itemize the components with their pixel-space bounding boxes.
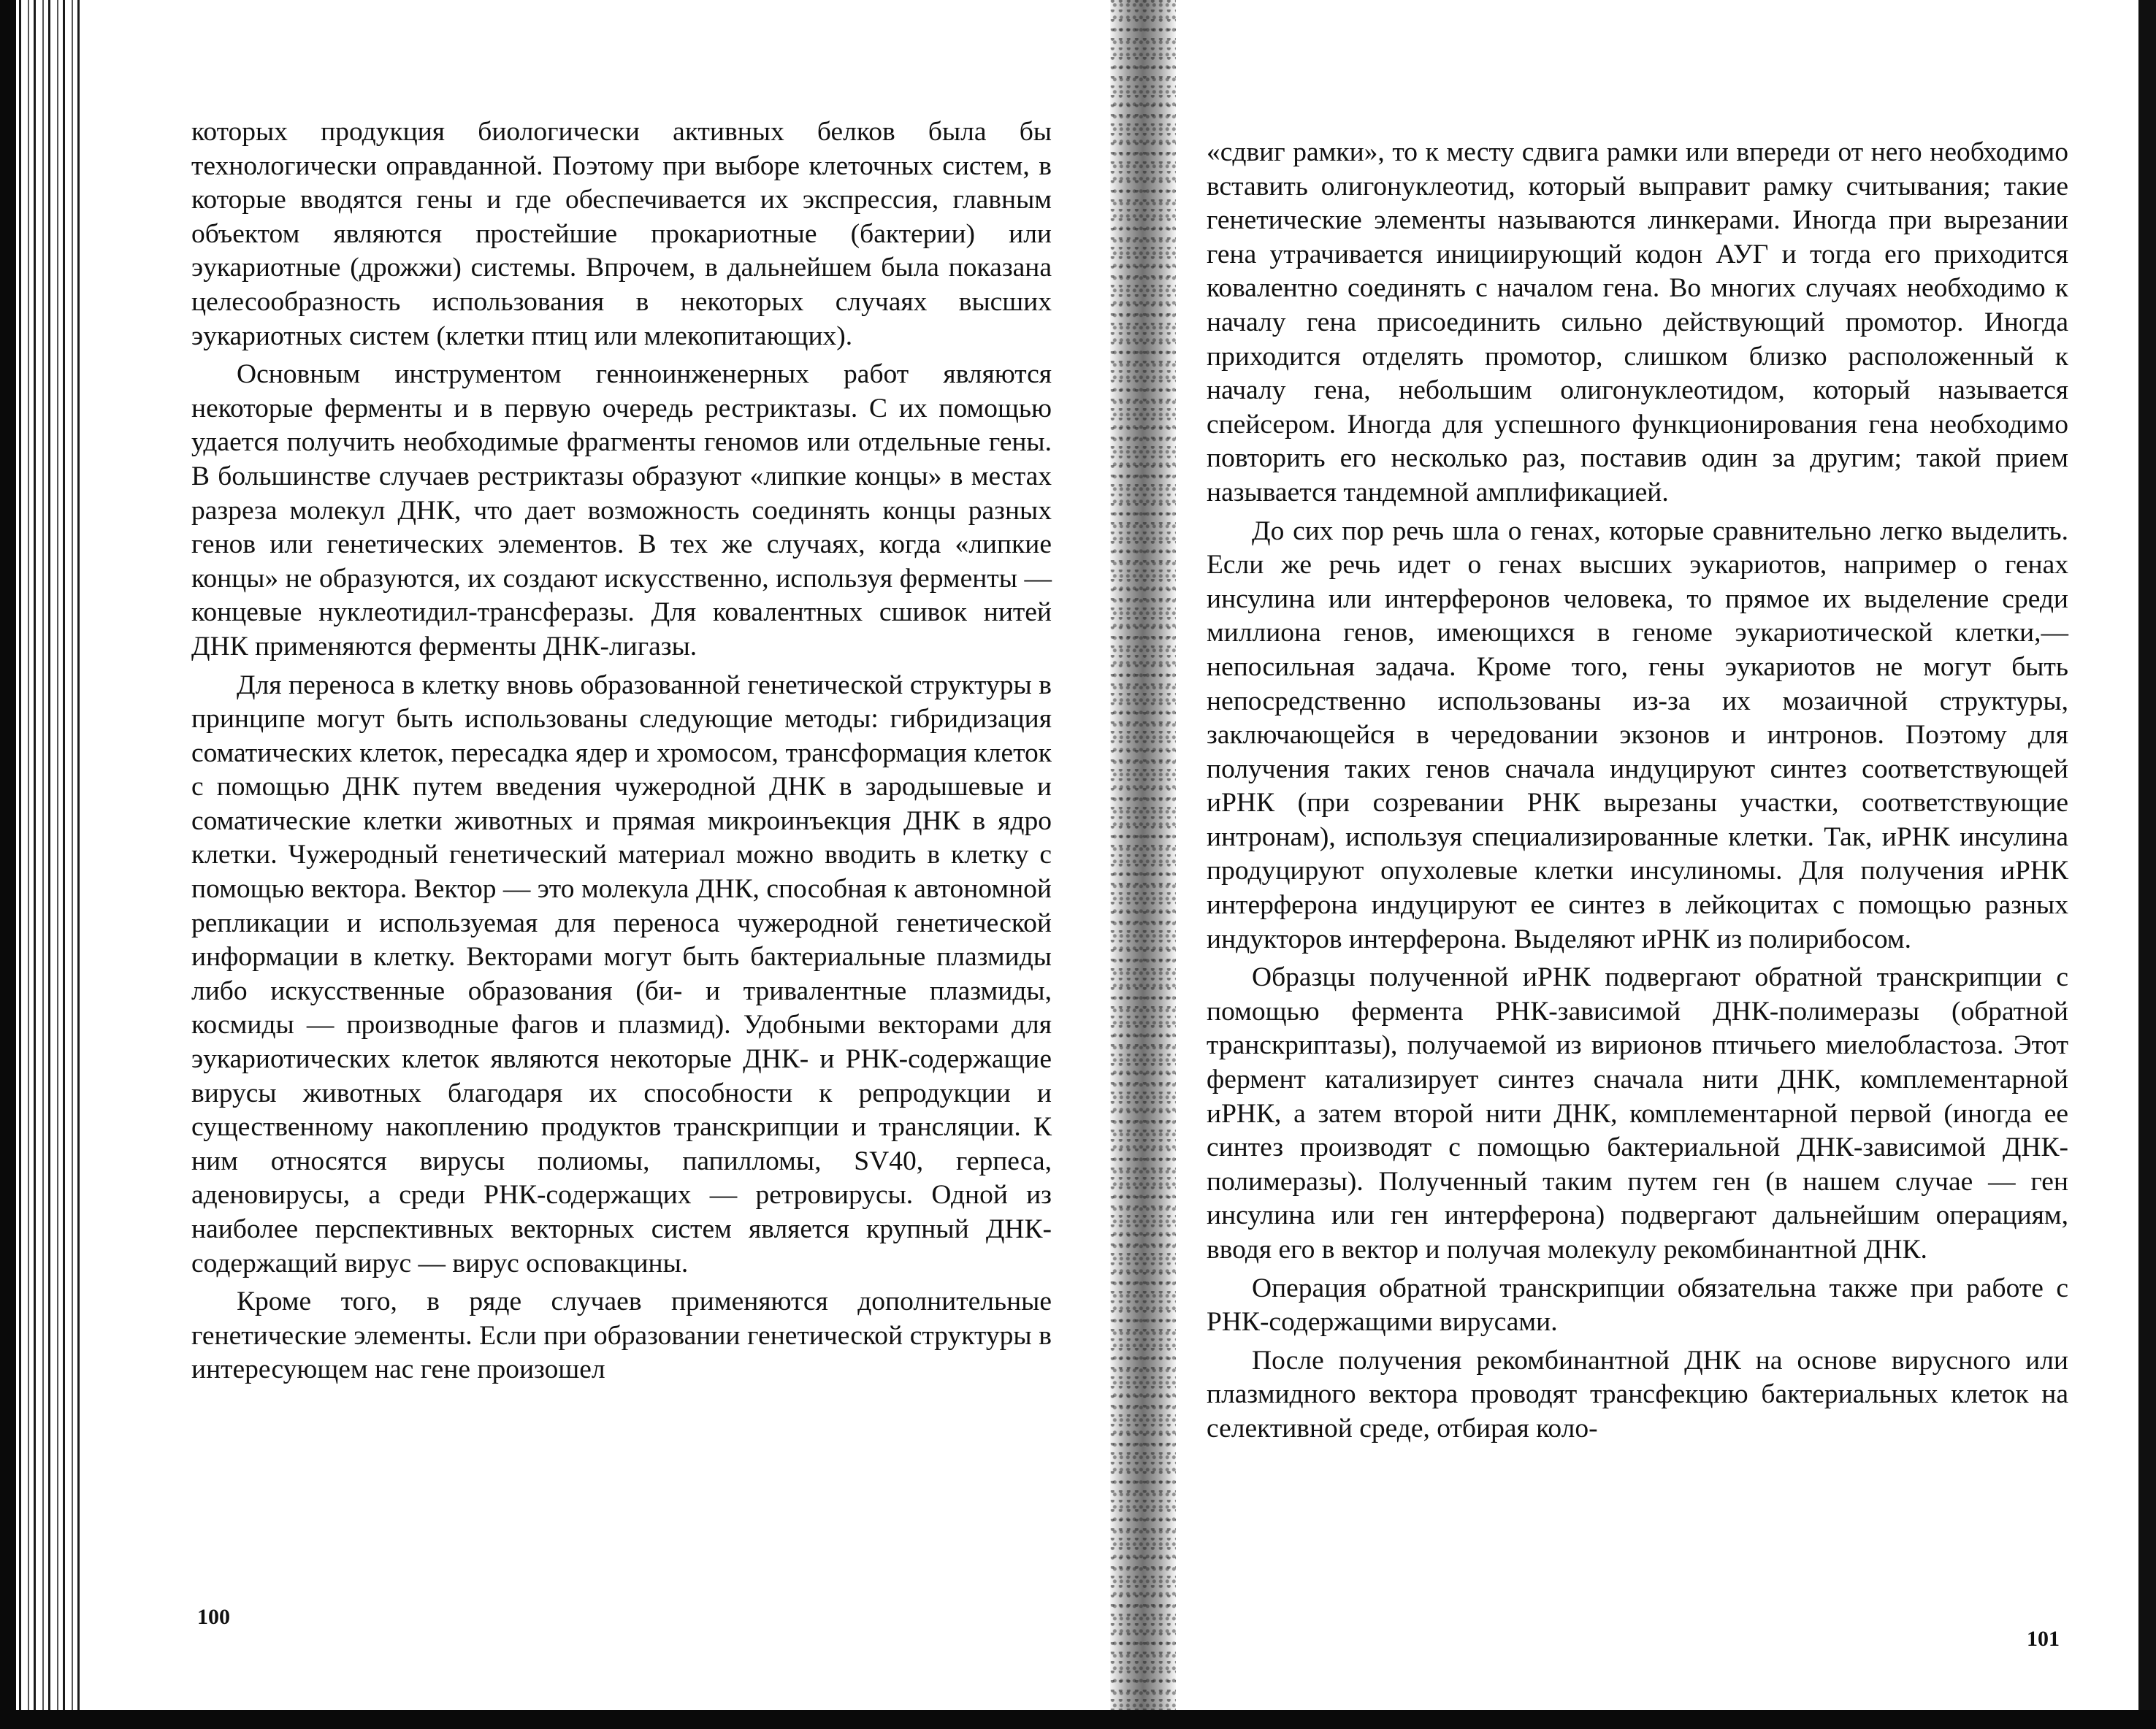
scan-edge-bottom (0, 1710, 2156, 1729)
page-number-right: 101 (2027, 1627, 2060, 1651)
left-page-text (191, 115, 1052, 1387)
left-paragraph-3: Для переноса в клетку вновь образованной генетической структуры в принципе могут быть использованы следующие методы: гибридизация соматических клеток, пересадка ядер и хромосом, трансформация клеток с помощью ДНК путем введения чужеродной ДНК в зародышевые и соматические клетки животных и прямая микроинъекция ДНК в ядро клетки. Чужеродный генетический материал можно вводить в клетку с помощью вектора. Вектор — это молекула ДНК, способная к автономной репликации и используемая для переноса чужеродной генетической информации в клетку. Векторами могут быть бактериальные плазмиды либо искусственные образования (би- и тривалентные плазмиды, космиды — производные фагов и плазмид). Удобными векторами для эукариотических клеток являются некоторые ДНК- и РНК-содержащие вирусы животных благодаря их способности к репродукции и существенному накоплению продуктов транскрипции и трансляции. К ним относятся вирусы полиомы, папилломы, SV40, герпеса, аденовирусы, а среди РНК-содержащих — ретровирусы. Одной из наиболее перспективных векторных систем является крупный ДНК-содержащий вирус — вирус осповакцины. (191, 670, 1052, 1278)
scan-edge-left (0, 0, 80, 1729)
scan-edge-right (2138, 0, 2156, 1729)
right-paragraph-4: Операция обратной транскрипции обязательна также при работе с РНК-содержащими вирусами. (1207, 1273, 2068, 1338)
left-paragraph-4: Кроме того, в ряде случаев применяются дополнительные генетические элементы. Если при образовании генетической структуры в интересующем нас гене произошел (191, 1287, 1052, 1385)
right-paragraph-3: Образцы полученной иРНК подвергают обратной транскрипции с помощью фермента РНК-зависимой ДНК-полимеразы (обратной транскриптазы), получаемой из вирионов птичьего миелобластоза. Этот фермент катализирует синтез сначала нити ДНК, комплементарной иРНК, а затем второй нити ДНК, комплементарной первой (иногда ее синтез производят с помощью бактериальной ДНК-зависимой ДНК-полимеразы). Полученный таким путем ген (в нашем случае — ген инсулина или ген интерферона) подвергают дальнейшим операциям, вводя его в вектор и получая молекулу рекомбинантной ДНК. (1207, 962, 2068, 1265)
book-gutter (1110, 0, 1176, 1729)
right-page-text (1207, 136, 2068, 1446)
right-paragraph-5: После получения рекомбинантной ДНК на основе вирусного или плазмидного вектора проводят трансфекцию бактериальных клеток на селективной среде, отбирая коло- (1207, 1345, 2068, 1444)
page-number-left: 100 (197, 1605, 230, 1629)
right-paragraph-2: До сих пор речь шла о генах, которые сравнительно легко выделить. Если же речь идет о генах высших эукариотов, например о генах инсулина или интерферонов человека, то прямое их выделение среди миллиона генов, имеющихся в геноме эукариотической клетки,— непосильная задача. Кроме того, гены эукариотов не могут быть непосредственно использованы из-за их мозаичной структуры, заключающейся в чередовании экзонов и интронов. Поэтому для получения таких генов сначала индуцируют синтез соответствующей иРНК (при созревании РНК вырезаны участки, соответствующие интронам), используя специализированные клетки. Так, иРНК инсулина продуцируют опухолевые клетки инсулиномы. Для получения иРНК интерферона индуцируют ее синтез в лейкоцитах с помощью разных индукторов интерферона. Выделяют иРНК из полирибосом. (1207, 515, 2068, 954)
left-paragraph-2: Основным инструментом генноинженерных работ являются некоторые ферменты и в первую очередь рестриктазы. С их помощью удается получить необходимые фрагменты геномов или отдельные гены. В большинстве случаев рестриктазы образуют «липкие концы» в местах разреза молекул ДНК, что дает возможность соединять концы разных генов или генетических элементов. В тех же случаях, когда «липкие концы» не образуются, их создают искусственно, используя ферменты — концевые нуклеотидил-трансферазы. Для ковалентных сшивок нитей ДНК применяются ферменты ДНК-лигазы. (191, 359, 1052, 662)
right-paragraph-1: «сдвиг рамки», то к месту сдвига рамки или впереди от него необходимо вставить олигонуклеотид, который выправит рамку считывания; такие генетические элементы называются линкерами. Иногда при вырезании гена утрачивается инициирующий кодон АУГ и тогда его приходится ковалентно соединять с началом гена. Во многих случаях необходимо к началу гена присоединить сильно действующий промотор. Иногда приходится отделять промотор, слишком близко расположенный к началу гена, небольшим олигонуклеотидом, который называется спейсером. Иногда для успешного функционирования гена необходимо повторить его несколько раз, поставив один за другим; такой прием называется тандемной амплификацией. (1207, 137, 2068, 507)
left-paragraph-1: которых продукция биологически активных белков была бы технологически оправданной. Поэтому при выборе клеточных систем, в которые вводятся гены и где обеспечивается их экспрессия, главным объектом являются простейшие прокариотные (бактерии) или эукариотные (дрожжи) системы. Впрочем, в дальнейшем была показана целесообразность использования в некоторых случаях высших эукариотных систем (клетки птиц или млекопитающих). (191, 117, 1052, 351)
